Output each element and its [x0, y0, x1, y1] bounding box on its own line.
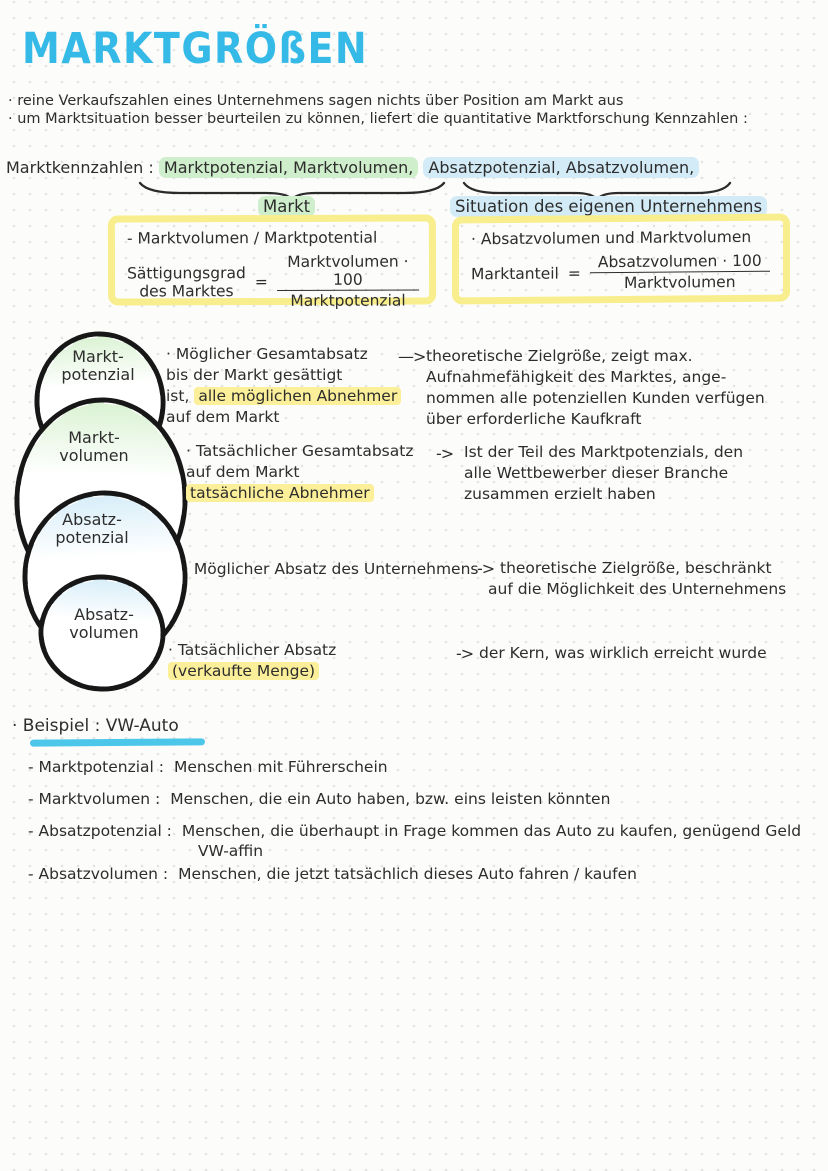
- arrow-icon: —>: [398, 347, 426, 366]
- note-marktpotenzial-right: theoretische Zielgröße, zeigt max. Aufnahmefähigkeit des Marktes, ange- nommen alle potenziellen Kunden verfügen über erforderliche Kaufkraft: [426, 347, 765, 428]
- equals-sign: =: [254, 272, 268, 291]
- beispiel-item-marktpotenzial: - Marktpotenzial : Menschen mit Führerschein: [28, 758, 388, 776]
- intro-line-1: · reine Verkaufszahlen eines Unternehmens sagen nichts über Position am Markt aus: [8, 93, 624, 109]
- note-absatzvolumen-left: · Tatsächlicher Absatz (verkaufte Menge): [168, 641, 337, 680]
- note-marktvolumen-left: · Tatsächlicher Gesamtabsatz auf dem Markt tatsächliche Abnehmer: [186, 442, 414, 502]
- fraction-numerator: Absatzvolumen · 100: [590, 252, 770, 274]
- note-absatzpotenzial-left: · Möglicher Absatz des Unternehmens: [184, 560, 479, 578]
- circle-label-absatzvolumen: Absatz- volumen: [69, 605, 139, 642]
- note-marktvolumen-right: Ist der Teil des Marktpotenzials, den alle Wettbewerber dieser Branche zusammen erzielt haben: [464, 443, 744, 503]
- formula-left-line1: - Marktvolumen / Marktpotential: [126, 228, 378, 248]
- formula-box-saettigungsgrad: [108, 214, 436, 310]
- page-title: MARKTGRÖßEN: [22, 24, 369, 74]
- intro-notes: [8, 92, 748, 128]
- formula-box-marktanteil: [452, 214, 790, 305]
- arrow-icon: ->: [477, 559, 495, 578]
- fraction: [590, 252, 770, 293]
- circle-label-absatzpotenzial: Absatz- potenzial: [55, 510, 129, 547]
- highlighted-text: (verkaufte Menge): [168, 662, 319, 680]
- intro-line-2: · um Marktsituation besser beurteilen zu können, liefert die quantitative Marktforschung Kennzahlen :: [8, 111, 748, 127]
- equals-sign: =: [567, 263, 581, 282]
- caption-markt: Markt: [258, 197, 315, 216]
- beispiel-underline: [30, 738, 205, 746]
- fraction-denominator: Marktpotenzial: [290, 291, 406, 310]
- kennzahlen-absatz-terms: Absatzpotenzial, Absatzvolumen,: [423, 157, 699, 178]
- formula-marktanteil: [471, 252, 773, 294]
- circle-label-marktpotenzial: Markt- potenzial: [61, 347, 135, 384]
- highlighted-text: tatsächliche Abnehmer: [186, 484, 374, 502]
- kennzahlen-line: [6, 158, 699, 177]
- note-absatzpotenzial-right: theoretische Zielgröße, beschränkt auf die Möglichkeit des Unternehmens: [488, 559, 787, 598]
- fraction-numerator: Marktvolumen · 100: [277, 252, 419, 290]
- formula-lhs: Marktanteil: [471, 264, 559, 283]
- arrow-icon: ->: [456, 644, 474, 663]
- arrow-icon: ->: [436, 444, 454, 463]
- formula-lhs: Sättigungsgrad des Marktes: [127, 263, 246, 300]
- fraction-denominator: Marktvolumen: [624, 273, 736, 292]
- beispiel-title: · Beispiel : VW-Auto: [12, 716, 179, 736]
- beispiel-item-absatzvolumen: - Absatzvolumen : Menschen, die jetzt tatsächlich dieses Auto fahren / kaufen: [28, 865, 637, 883]
- fraction: [277, 252, 419, 309]
- circle-label-marktvolumen: Markt- volumen: [59, 428, 129, 465]
- note-absatzvolumen-right: der Kern, was wirklich erreicht wurde: [479, 644, 767, 662]
- beispiel-item-marktvolumen: - Marktvolumen : Menschen, die ein Auto haben, bzw. eins leisten könnten: [28, 790, 611, 808]
- highlighted-text: alle möglichen Abnehmer: [194, 387, 401, 405]
- note-marktpotenzial-left: · Möglicher Gesamtabsatz bis der Markt gesättigt ist, alle möglichen Abnehmer auf dem Markt: [166, 344, 401, 428]
- beispiel-item-absatzpotenzial: - Absatzpotenzial : Menschen, die überhaupt in Frage kommen das Auto zu kaufen, genügend Geld VW-affin: [28, 822, 802, 860]
- caption-situation: Situation des eigenen Unternehmens: [450, 197, 767, 216]
- formula-saettigungsgrad: [127, 252, 419, 310]
- kennzahlen-markt-terms: Marktpotenzial, Marktvolumen,: [159, 157, 418, 178]
- kennzahlen-label: Marktkennzahlen :: [6, 158, 154, 177]
- formula-right-line1: · Absatzvolumen und Marktvolumen: [471, 227, 752, 249]
